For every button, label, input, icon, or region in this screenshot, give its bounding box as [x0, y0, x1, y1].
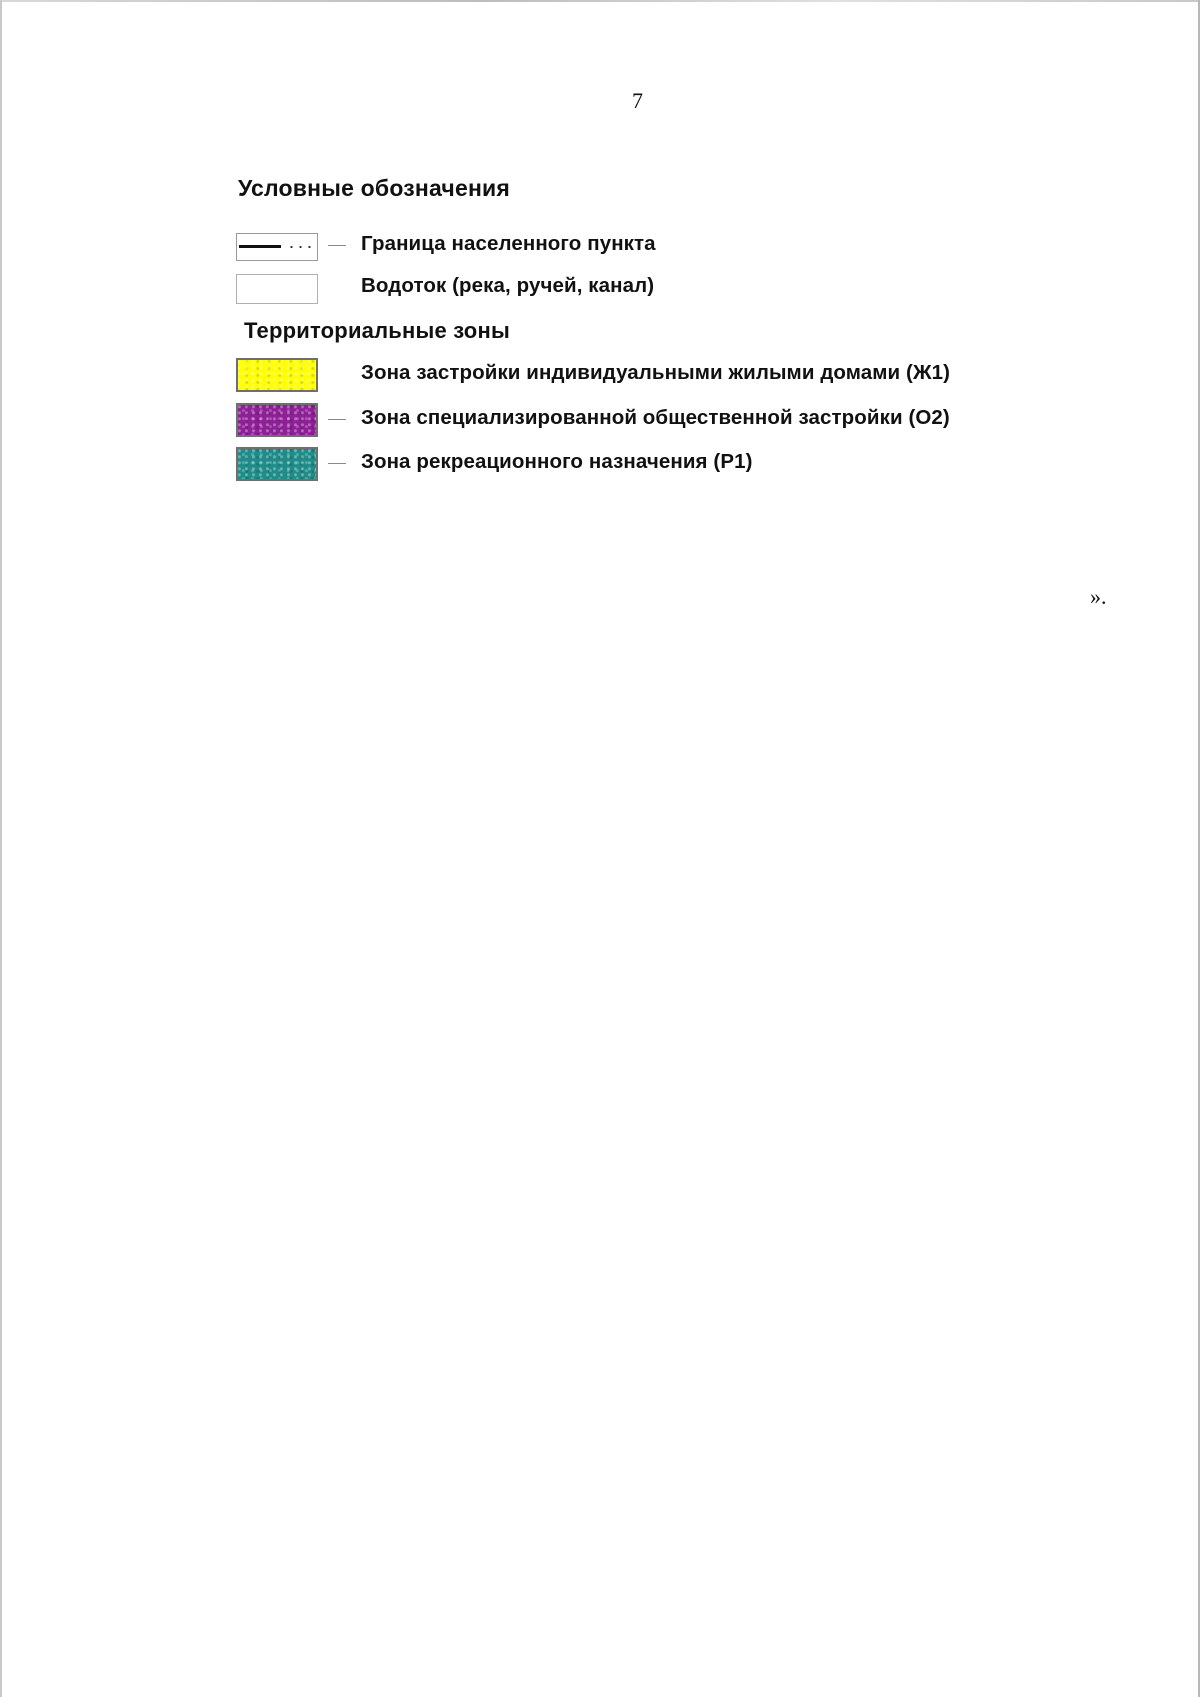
- watercourse-icon: [236, 274, 318, 304]
- legend-item-label: Водоток (река, ручей, канал): [361, 274, 655, 297]
- legend-title: Условные обозначения: [238, 175, 511, 201]
- legend-item-label: Граница населенного пункта: [361, 232, 656, 255]
- zones-title: Территориальные зоны: [244, 318, 510, 343]
- leader-dash: [328, 419, 346, 420]
- zone-o2-swatch-icon: [236, 403, 318, 437]
- zone-item-label: Зона рекреационного назначения (Р1): [361, 450, 753, 473]
- legend-item-boundary: [236, 229, 1056, 265]
- leader-dash: [328, 245, 346, 246]
- closing-quote: ».: [1090, 584, 1107, 609]
- leader-dash: [328, 463, 346, 464]
- zone-item-o2: [236, 403, 1056, 439]
- zone-item-r1: [236, 447, 1056, 483]
- zone-item-zh1: [236, 358, 1056, 394]
- zone-zh1-swatch-icon: [236, 358, 318, 392]
- zone-item-label: Зона застройки индивидуальными жилыми домами (Ж1): [361, 361, 951, 384]
- legend-item-watercourse: [236, 271, 1056, 307]
- zone-r1-swatch-icon: [236, 447, 318, 481]
- page-number: 7: [632, 88, 643, 113]
- boundary-line-icon: [236, 233, 318, 261]
- zone-item-label: Зона специализированной общественной застройки (О2): [361, 406, 950, 429]
- scan-edge-left: [0, 0, 2, 1697]
- scan-edge-top: [0, 0, 1200, 2]
